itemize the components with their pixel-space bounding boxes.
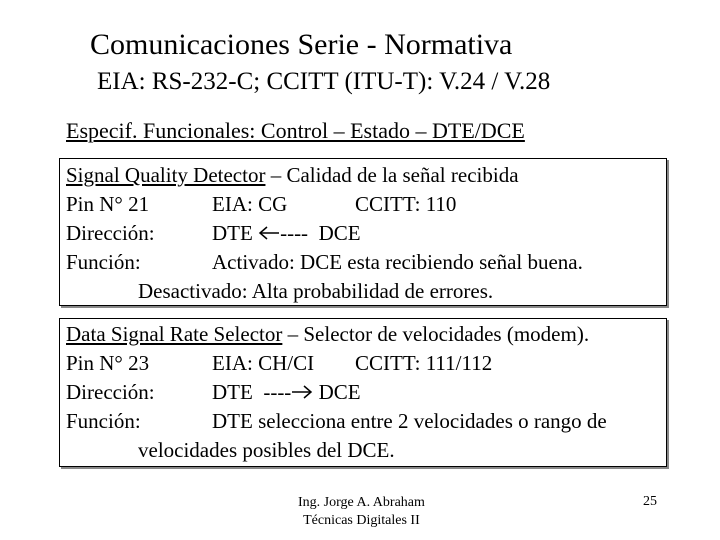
eia-code: EIA: CG [212, 192, 288, 216]
signal-description: – Calidad de la señal recibida [265, 163, 519, 187]
page-number: 25 [643, 494, 657, 509]
function-label: Función: [66, 250, 141, 274]
section-heading: Especif. Funcionales: Control – Estado – DTE/DCE [66, 118, 525, 143]
direction-from: DTE [212, 380, 253, 404]
slide-title: Comunicaciones Serie - Normativa [90, 28, 513, 61]
ccitt-code: CCITT: 110 [355, 192, 457, 216]
signal-name-line [66, 161, 519, 190]
direction-value [212, 378, 361, 407]
direction-dashes: ---- [280, 221, 309, 245]
function-line-2: Desactivado: Alta probabilidad de errores. [138, 279, 494, 303]
pin-label: Pin N° 23 [66, 351, 150, 375]
signal-description: – Selector de velocidades (modem). [282, 322, 590, 346]
arrow-right-icon [291, 384, 313, 400]
signal-box-quality-detector [59, 158, 667, 306]
eia-code: EIA: CH/CI [212, 351, 315, 375]
signal-name: Signal Quality Detector [66, 163, 266, 187]
direction-value [212, 219, 361, 248]
direction-to: DCE [318, 221, 361, 245]
pin-label: Pin N° 21 [66, 192, 150, 216]
direction-to: DCE [318, 380, 361, 404]
function-line-1: Activado: DCE esta recibiendo señal buena. [212, 250, 583, 274]
function-label: Función: [66, 409, 141, 433]
signal-name-line [66, 320, 589, 349]
function-line-2: velocidades posibles del DCE. [138, 438, 395, 462]
arrow-left-icon [258, 225, 280, 241]
footer-credits [298, 494, 425, 530]
direction-label: Dirección: [66, 221, 155, 245]
function-line-1: DTE selecciona entre 2 velocidades o rango de [212, 409, 607, 433]
ccitt-code: CCITT: 111/112 [355, 351, 493, 375]
direction-label: Dirección: [66, 380, 155, 404]
signal-box-rate-selector [59, 318, 667, 467]
footer-author: Ing. Jorge A. Abraham [298, 495, 425, 510]
footer-course: Técnicas Digitales II [303, 513, 420, 528]
signal-name: Data Signal Rate Selector [66, 322, 283, 346]
slide-subtitle: EIA: RS-232-C; CCITT (ITU-T): V.24 / V.28 [97, 68, 551, 95]
direction-dashes: ---- [263, 380, 292, 404]
direction-from: DTE [212, 221, 253, 245]
